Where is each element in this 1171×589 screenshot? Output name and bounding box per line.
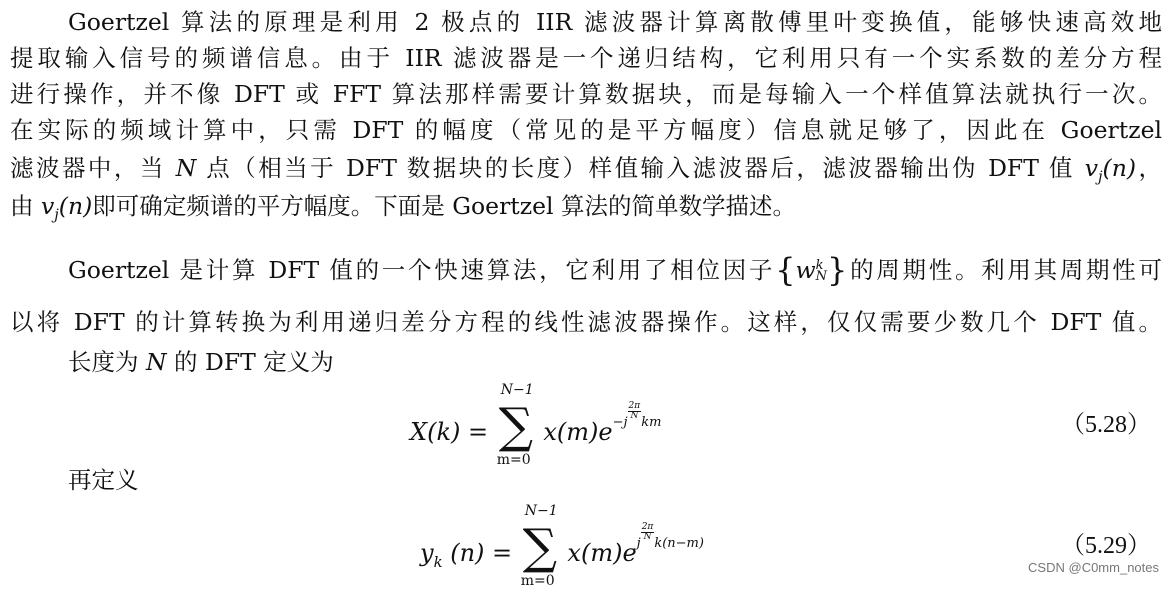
exponent: −j 2π N km	[612, 401, 662, 430]
csdn-watermark: CSDN @C0mm_notes	[1028, 560, 1159, 575]
paragraph3	[68, 344, 334, 380]
paragraph1-line6	[10, 188, 796, 224]
text-segment: 长度为	[68, 348, 146, 376]
paragraph1-line1: Goertzel 算法的原理是利用 2 极点的 IIR 滤波器计算离散傅里叶变换值，能够快速高效地	[68, 8, 1162, 36]
equation-number-5-28: （5.28）	[1061, 412, 1151, 438]
text-segment: 滤波器中，当	[10, 154, 176, 182]
summation: N−1 ∑ m=0	[496, 382, 534, 468]
equation-5-28	[410, 382, 662, 468]
math-N: N	[145, 348, 167, 376]
text-segment: 点（相当于 DFT 数据块的长度）样值输入滤波器后，滤波器输出伪 DFT 值	[196, 154, 1085, 182]
equation-5-29	[420, 503, 704, 589]
math-v: $v_j(n)$	[40, 192, 93, 224]
text-segment: 的 DFT 定义为	[166, 348, 334, 376]
text-segment: Goertzel 是计算 DFT 值的一个快速算法，它利用了相位因子	[68, 256, 776, 284]
paragraph1-line4: 在实际的频域计算中，只需 DFT 的幅度（常见的是平方幅度）信息就足够了，因此在 Goertzel	[10, 116, 1162, 144]
paragraph1-line2: 提取输入信号的频谱信息。由于 IIR 滤波器是一个递归结构，它利用只有一个实系数的差分方程	[10, 44, 1162, 72]
equation-body: x(m)e	[567, 539, 637, 567]
summation: N−1 ∑ m=0	[520, 503, 558, 589]
math-v: $v_j(n)$	[1084, 154, 1137, 186]
paragraph2-line1	[68, 252, 1162, 288]
equation-lhs: X(k) =	[410, 418, 489, 446]
paragraph2-line2: 以将 DFT 的计算转换为利用递归差分方程的线性滤波器操作。这样，仅仅需要少数几个 DFT 值。	[10, 308, 1162, 336]
text-segment: 即可确定频谱的平方幅度。下面是 Goertzel 算法的简单数学描述。	[92, 192, 797, 220]
math-N: N	[175, 154, 197, 182]
paragraph4: 再定义	[68, 466, 139, 494]
text-segment: 的周期性。利用其周期性可	[847, 256, 1162, 284]
paragraph1-line3: 进行操作，并不像 DFT 或 FFT 算法那样需要计算数据块，而是每输入一个样值算法就执行一次。	[10, 80, 1162, 108]
phase-factor: {w k N }	[775, 251, 848, 289]
equation-number-5-29: （5.29）	[1061, 533, 1151, 559]
equation-lhs: $y_k$ (n) =	[420, 539, 513, 571]
text-segment: 由	[10, 192, 41, 220]
equation-body: x(m)e	[543, 418, 613, 446]
exponent: j 2π N k(n−m)	[636, 522, 704, 551]
text-segment: ，	[1136, 154, 1163, 182]
paragraph1-line5	[10, 150, 1162, 186]
